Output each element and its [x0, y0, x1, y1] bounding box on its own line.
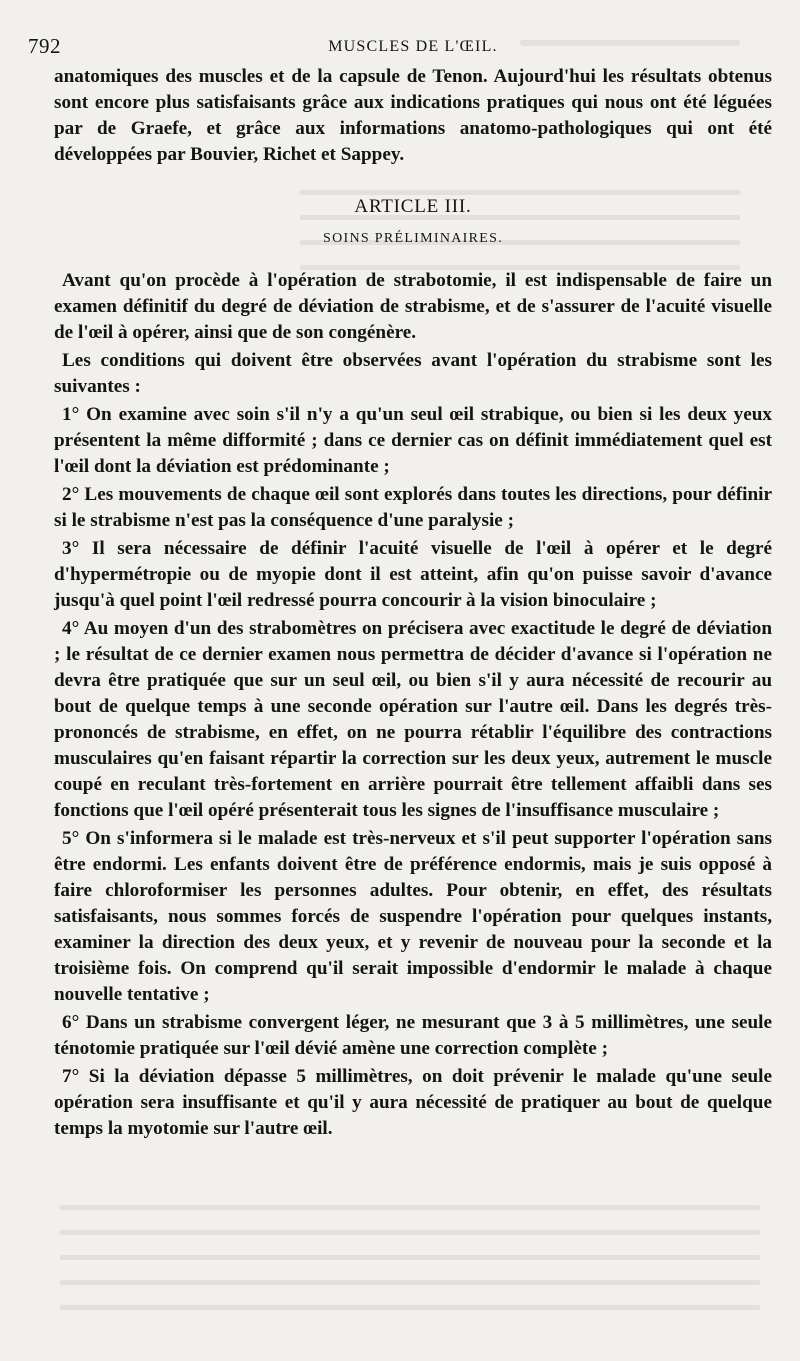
document-page	[28, 30, 772, 1142]
article-heading: ARTICLE III.	[354, 196, 472, 217]
list-item-4: 4° Au moyen d'un des strabomètres on précisera avec exactitude le degré de déviation ; le résultat de ce dernier examen nous permettra de décider d'avance si l'opération ne devra être pratiquée que sur un seul œil, ou bien s'il y aura nécessité de recourir au bout de quelque temps à une seconde opération sur l'autre œil. Dans les degrés très-prononcés de strabisme, en effet, on ne pourra rétablir l'équilibre des contractions musculaires qu'en faisant répartir la correction sur les deux yeux, autrement le muscle coupé en reculant très-fortement en arrière pourrait être tellement affaibli dans ses fonctions que l'œil opéré présenterait tous les signes de l'insuffisance musculaire ;	[54, 618, 772, 821]
running-head	[28, 30, 772, 64]
list-item-6: 6° Dans un strabisme convergent léger, ne mesurant que 3 à 5 millimètres, une seule ténotomie pratiquée sur l'œil dévié amène une correction complète ;	[54, 1012, 772, 1059]
list-item-1: 1° On examine avec soin s'il n'y a qu'un seul œil strabique, ou bien si les deux yeux présentent la même difformité ; dans ce dernier cas on définit immédiatement quel est l'œil dont la déviation est prédominante ;	[54, 404, 772, 477]
opening-paragraph: anatomiques des muscles et de la capsule de Tenon. Aujourd'hui les résultats obtenus sont encore plus satisfaisants grâce aux indications pratiques qui nous ont été léguées par de Graefe, et grâce aux informations anatomo-pathologiques qui ont été développées par Bouvier, Richet et Sappey.	[54, 66, 772, 165]
list-item-7: 7° Si la déviation dépasse 5 millimètres, on doit prévenir le malade qu'une seule opération sera insuffisante et qu'il y aura nécessité de pratiquer au bout de quelque temps la myotomie sur l'autre œil.	[54, 1066, 772, 1139]
list-item-3: 3° Il sera nécessaire de définir l'acuité visuelle de l'œil à opérer et le degré d'hypermétropie ou de myopie dont il est atteint, afin qu'on puisse savoir d'avance jusqu'à quel point l'œil redressé pourra concourir à la vision binoculaire ;	[54, 538, 772, 611]
section-heading: SOINS PRÉLIMINAIRES.	[322, 231, 503, 246]
list-item-5: 5° On s'informera si le malade est très-nerveux et s'il peut supporter l'opération sans être endormi. Les enfants doivent être de préférence endormis, mais je suis opposé à faire chloroformiser les personnes adultes. Pour obtenir, en effet, des résultats satisfaisants, nous sommes forcés de suspendre l'opération pour quelques instants, examiner la direction des deux yeux, et y revenir de nouveau pour la seconde et la troisième fois. On comprend qu'il serait impossible d'endormir le malade à chaque nouvelle tentative ;	[54, 828, 772, 1005]
page-number: 792	[28, 34, 61, 58]
running-title: MUSCLES DE L'ŒIL.	[328, 38, 498, 55]
paragraph-intro: Avant qu'on procède à l'opération de strabotomie, il est indispensable de faire un examen définitif du degré de déviation de strabisme, et de s'assurer de l'acuité visuelle de l'œil à opérer, ainsi que de son congénère.	[54, 270, 772, 343]
paragraph-conditions: Les conditions qui doivent être observées avant l'opération du strabisme sont les suivantes :	[54, 350, 772, 397]
list-item-2: 2° Les mouvements de chaque œil sont explorés dans toutes les directions, pour définir si le strabisme n'est pas la conséquence d'une paralysie ;	[54, 484, 772, 531]
